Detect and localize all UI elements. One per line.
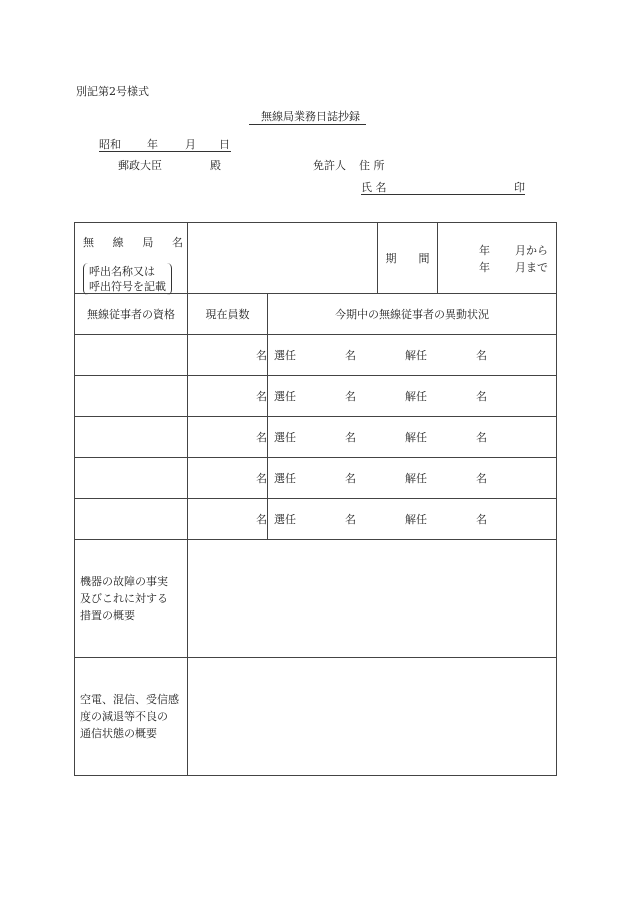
qualification-cell[interactable] (75, 499, 188, 540)
equipment-failure-row (75, 540, 557, 658)
appointed-unit: 名 (345, 430, 356, 444)
period-to: 月まで (515, 261, 548, 274)
appointed-unit: 名 (345, 348, 356, 362)
staff-count-cell[interactable]: 名 (188, 376, 268, 417)
communication-status-label: 空電、混信、受信感 度の減退等不良の 通信状態の概要 (80, 693, 179, 740)
staff-row (75, 458, 557, 499)
communication-status-row (75, 658, 557, 776)
col-changes: 今期中の無線従事者の異動状況 (268, 294, 557, 335)
date-day: 日 (219, 138, 230, 151)
staff-count-cell[interactable]: 名 (188, 417, 268, 458)
dismissed-unit: 名 (476, 430, 487, 444)
name-label: 氏 名 (361, 181, 387, 194)
address-label: 住 所 (359, 159, 385, 172)
dismissed-label: 解任 (405, 389, 427, 403)
appointed-label: 選任 (274, 389, 296, 403)
appointed-label: 選任 (274, 471, 296, 485)
dismissed-label: 解任 (405, 471, 427, 485)
staff-row (75, 499, 557, 540)
appointed-unit: 名 (345, 512, 356, 526)
staff-change-cell[interactable] (268, 376, 557, 417)
addressee: 郵政大臣 (118, 159, 162, 172)
staff-count-cell[interactable]: 名 (188, 499, 268, 540)
equipment-failure-label-cell (75, 540, 188, 658)
form-number: 別記第2号様式 (76, 85, 149, 98)
communication-status-input[interactable] (188, 658, 557, 776)
period-label: 期 間 (378, 223, 438, 294)
period-to-year: 年 (479, 261, 490, 274)
col-qualification: 無線従事者の資格 (75, 294, 188, 335)
column-header-row (75, 294, 557, 335)
staff-row (75, 376, 557, 417)
seal-label: 印 (514, 181, 525, 194)
staff-count-cell[interactable]: 名 (188, 458, 268, 499)
station-name-input[interactable] (188, 223, 378, 294)
appointed-unit: 名 (345, 389, 356, 403)
equipment-failure-label: 機器の故障の事実 及びこれに対する 措置の概要 (80, 575, 168, 622)
qualification-cell[interactable] (75, 458, 188, 499)
period-from: 月から (515, 244, 548, 257)
staff-row (75, 417, 557, 458)
dismissed-label: 解任 (405, 348, 427, 362)
honorific: 殿 (210, 159, 221, 172)
appointed-label: 選任 (274, 512, 296, 526)
callsign-note: 呼出名称又は 呼出符号を記載 (83, 263, 172, 295)
dismissed-label: 解任 (405, 430, 427, 444)
period-from-year: 年 (479, 244, 490, 257)
qualification-cell[interactable] (75, 335, 188, 376)
staff-change-cell[interactable] (268, 458, 557, 499)
qualification-cell[interactable] (75, 417, 188, 458)
col-current-staff: 現在員数 (188, 294, 268, 335)
period-value-cell (438, 223, 557, 294)
dismissed-unit: 名 (476, 471, 487, 485)
date-month: 月 (185, 138, 196, 151)
appointed-unit: 名 (345, 471, 356, 485)
staff-change-cell[interactable] (268, 417, 557, 458)
station-row (75, 223, 557, 294)
staff-row (75, 335, 557, 376)
station-name-label-cell (75, 223, 188, 294)
staff-change-cell[interactable] (268, 335, 557, 376)
licensee-label: 免許人 (313, 159, 346, 172)
name-line (361, 181, 525, 195)
journal-extract-table (74, 222, 557, 776)
dismissed-unit: 名 (476, 348, 487, 362)
equipment-failure-input[interactable] (188, 540, 557, 658)
appointed-label: 選任 (274, 430, 296, 444)
date-era: 昭和 (99, 138, 121, 151)
station-name-label: 無 線 局 名 (83, 236, 183, 249)
dismissed-label: 解任 (405, 512, 427, 526)
dismissed-unit: 名 (476, 512, 487, 526)
qualification-cell[interactable] (75, 376, 188, 417)
appointed-label: 選任 (274, 348, 296, 362)
staff-change-cell[interactable] (268, 499, 557, 540)
document-title: 無線局業務日誌抄録 (249, 110, 366, 125)
dismissed-unit: 名 (476, 389, 487, 403)
staff-count-cell[interactable]: 名 (188, 335, 268, 376)
date-line (99, 138, 231, 152)
communication-status-label-cell (75, 658, 188, 776)
date-year: 年 (147, 138, 158, 151)
